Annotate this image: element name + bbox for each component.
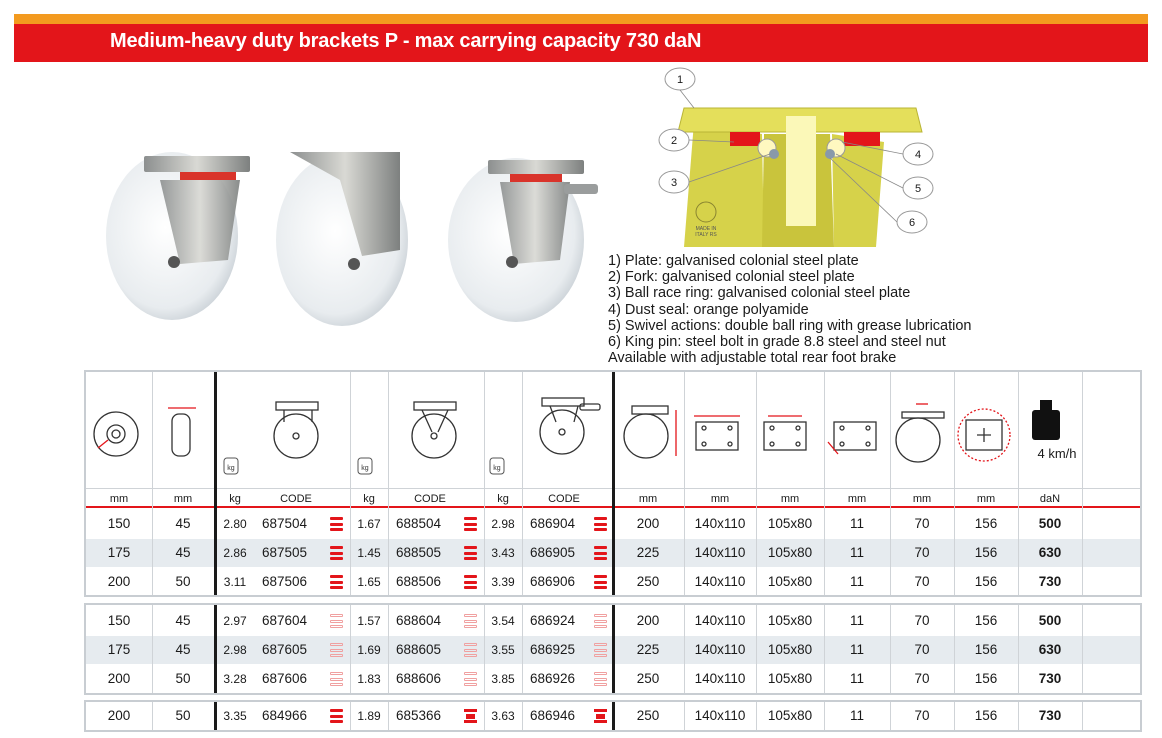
table-cell: 225 (636, 642, 660, 657)
steel-marker-icon (464, 546, 477, 560)
diagram-label-6: 6 (908, 217, 916, 229)
table-cell: 70 (914, 613, 930, 628)
feature-brake-note: Available with adjustable total rear foot brake (608, 350, 897, 367)
column-divider (1082, 372, 1083, 595)
unit-label: mm (109, 493, 129, 505)
column-divider (684, 605, 685, 693)
unit-label: kg (229, 493, 241, 505)
unit-label: mm (780, 493, 800, 505)
table-cell: 687605 (262, 642, 308, 657)
feature-1: 1) Plate: galvanised colonial steel plate (608, 253, 859, 269)
column-divider (388, 372, 389, 595)
unit-label: daN (1039, 493, 1061, 505)
table-cell: 50 (175, 671, 191, 686)
column-divider (1018, 372, 1019, 595)
steel-marker-icon (594, 517, 607, 531)
spec-table-main (84, 370, 1142, 597)
feature-4: 4) Dust seal: orange polyamide (608, 301, 809, 318)
table-cell: 686904 (530, 516, 576, 531)
table-cell: 1.65 (357, 575, 381, 589)
table-cell: 1.83 (357, 672, 381, 686)
column-divider (684, 702, 685, 730)
table-cell: 630 (1038, 545, 1062, 560)
steel-marker-icon (594, 546, 607, 560)
unit-label: mm (976, 493, 996, 505)
table-cell: 688606 (396, 671, 442, 686)
table-cell: 105x80 (767, 545, 813, 560)
column-divider (612, 605, 615, 693)
unit-label: mm (710, 493, 730, 505)
column-divider (824, 372, 825, 595)
table-cell: 156 (974, 642, 998, 657)
table-cell: 500 (1038, 613, 1062, 628)
table-cell: 11 (849, 574, 864, 589)
table-cell: 200 (636, 613, 660, 628)
column-divider (484, 372, 485, 595)
table-cell: 105x80 (767, 708, 813, 723)
column-divider (954, 605, 955, 693)
table-cell: 140x110 (694, 708, 746, 723)
column-divider (1018, 702, 1019, 730)
table-cell: 684966 (262, 708, 308, 723)
table-cell: 70 (914, 671, 930, 686)
steel-marker-icon (464, 575, 477, 589)
steel-marker-icon (330, 546, 343, 560)
table-cell: 45 (175, 545, 191, 560)
column-divider (756, 702, 757, 730)
table-cell: 3.28 (223, 672, 247, 686)
table-cell: 156 (974, 613, 998, 628)
table-cell: 2.86 (223, 546, 247, 560)
table-cell: 3.35 (223, 709, 247, 723)
table-cell: 70 (914, 642, 930, 657)
column-divider (350, 372, 351, 595)
table-cell: 686924 (530, 613, 576, 628)
table-cell: 175 (107, 545, 131, 560)
table-cell: 200 (636, 516, 660, 531)
table-cell: 45 (175, 613, 191, 628)
table-cell: 686925 (530, 642, 576, 657)
diagram-stamp-line-2: ITALY RS (695, 232, 717, 238)
table-cell: 140x110 (694, 574, 746, 589)
table-cell: 156 (974, 574, 998, 589)
unit-label: mm (847, 493, 867, 505)
column-divider (522, 372, 523, 595)
column-divider (824, 605, 825, 693)
table-cell: 2.97 (223, 614, 247, 628)
table-cell: 70 (914, 708, 930, 723)
column-divider (350, 605, 351, 693)
table-cell: 150 (107, 613, 131, 628)
table-cell: 687606 (262, 671, 308, 686)
diagram-label-5: 5 (914, 183, 922, 195)
unit-label: mm (912, 493, 932, 505)
table-cell: 688604 (396, 613, 442, 628)
table-cell: 105x80 (767, 574, 813, 589)
spec-table-brake (84, 700, 1142, 732)
weight-icon-label-swivel: kg (227, 465, 235, 472)
table-cell: 105x80 (767, 642, 813, 657)
unit-label: CODE (548, 493, 580, 505)
column-divider (954, 372, 955, 595)
table-cell: 686905 (530, 545, 576, 560)
table-cell: 200 (107, 708, 131, 723)
column-divider (756, 372, 757, 595)
table-cell: 156 (974, 516, 998, 531)
weight-icon-label-fixed: kg (361, 465, 369, 472)
table-cell: 500 (1038, 516, 1062, 531)
table-cell: 140x110 (694, 671, 746, 686)
column-divider (954, 702, 955, 730)
steel-marker-icon (330, 575, 343, 589)
feature-5: 5) Swivel actions: double ball ring with grease lubrication (608, 317, 972, 334)
page-title: Medium-heavy duty brackets P - max carrying capacity 730 daN (110, 30, 702, 52)
table-cell: 686926 (530, 671, 576, 686)
diagram-label-1: 1 (676, 74, 684, 86)
table-cell: 11 (849, 516, 864, 531)
table-cell: 140x110 (694, 613, 746, 628)
diagram-stamp-line-1: MADE IN (695, 226, 717, 232)
component-diagram (654, 62, 944, 250)
column-divider (522, 605, 523, 693)
table-cell: 1.57 (357, 614, 381, 628)
feature-3: 3) Ball race ring: galvanised colonial steel plate (608, 285, 911, 302)
table-cell: 687506 (262, 574, 308, 589)
column-divider (684, 372, 685, 595)
table-cell: 250 (636, 574, 660, 589)
table-cell: 140x110 (694, 642, 746, 657)
polyamide-marker-icon (594, 672, 607, 686)
table-cell: 730 (1038, 574, 1062, 589)
column-divider (1082, 702, 1083, 730)
polyamide-marker-icon (464, 643, 477, 657)
polyamide-marker-icon (464, 614, 477, 628)
table-cell: 50 (175, 708, 191, 723)
table-cell: 11 (849, 671, 864, 686)
column-divider (890, 605, 891, 693)
column-divider (756, 605, 757, 693)
title-bar (14, 24, 1148, 62)
table-cell: 105x80 (767, 671, 813, 686)
table-cell: 3.43 (491, 546, 515, 560)
table-cell: 70 (914, 545, 930, 560)
table-cell: 105x80 (767, 516, 813, 531)
table-cell: 1.45 (357, 546, 381, 560)
column-divider (214, 605, 217, 693)
table-cell: 687504 (262, 516, 308, 531)
unit-label: CODE (280, 493, 312, 505)
polyamide-marker-icon (330, 614, 343, 628)
table-cell: 1.69 (357, 643, 381, 657)
steel-marker-icon (330, 517, 343, 531)
diagram-label-4: 4 (914, 149, 922, 161)
steel-marker-icon (330, 709, 343, 723)
unit-label: kg (363, 493, 375, 505)
column-divider (152, 372, 153, 595)
table-cell: 70 (914, 516, 930, 531)
unit-label: CODE (414, 493, 446, 505)
product-images (100, 140, 600, 340)
feature-2: 2) Fork: galvanised colonial steel plate (608, 269, 855, 286)
column-divider (388, 702, 389, 730)
table-cell: 175 (107, 642, 131, 657)
column-divider (484, 605, 485, 693)
table-cell: 2.98 (491, 517, 515, 531)
table-cell: 687505 (262, 545, 308, 560)
unit-label: kg (497, 493, 509, 505)
table-cell: 630 (1038, 642, 1062, 657)
speed-label: 4 km/h (1037, 446, 1077, 461)
table-cell: 11 (849, 708, 864, 723)
steel-marker-icon (464, 517, 477, 531)
table-cell: 688605 (396, 642, 442, 657)
table-cell: 250 (636, 708, 660, 723)
diagram-label-3: 3 (670, 177, 678, 189)
table-cell: 3.39 (491, 575, 515, 589)
table-cell: 225 (636, 545, 660, 560)
table-cell: 2.98 (223, 643, 247, 657)
swivel-castor-with-brake-image (448, 158, 598, 322)
polyamide-marker-icon (594, 643, 607, 657)
polyamide-marker-icon (330, 672, 343, 686)
table-cell: 730 (1038, 671, 1062, 686)
table-cell: 11 (849, 545, 864, 560)
column-divider (484, 702, 485, 730)
table-cell: 686946 (530, 708, 576, 723)
column-divider (612, 372, 615, 595)
table-cell: 11 (849, 642, 864, 657)
table-cell: 1.89 (357, 709, 381, 723)
table-cell: 250 (636, 671, 660, 686)
table-cell: 685366 (396, 708, 442, 723)
table-cell: 688504 (396, 516, 442, 531)
steel-marker-icon (464, 709, 477, 723)
table-cell: 688505 (396, 545, 442, 560)
feature-6: 6) King pin: steel bolt in grade 8.8 steel and steel nut (608, 334, 946, 351)
column-divider (890, 372, 891, 595)
table-cell: 3.85 (491, 672, 515, 686)
table-cell: 3.55 (491, 643, 515, 657)
table-cell: 140x110 (694, 545, 746, 560)
column-divider (824, 702, 825, 730)
polyamide-marker-icon (330, 643, 343, 657)
column-divider (214, 372, 217, 595)
polyamide-marker-icon (594, 614, 607, 628)
table-cell: 140x110 (694, 516, 746, 531)
table-cell: 150 (107, 516, 131, 531)
table-cell: 156 (974, 545, 998, 560)
table-cell: 3.54 (491, 614, 515, 628)
steel-marker-icon (594, 709, 607, 723)
column-divider (890, 702, 891, 730)
column-divider (214, 702, 217, 730)
table-cell: 70 (914, 574, 930, 589)
column-divider (152, 702, 153, 730)
top-accent-bar (14, 14, 1148, 24)
column-divider (350, 702, 351, 730)
column-divider (388, 605, 389, 693)
column-divider (522, 702, 523, 730)
table-cell: 11 (849, 613, 864, 628)
table-cell: 688506 (396, 574, 442, 589)
table-cell: 686906 (530, 574, 576, 589)
polyamide-marker-icon (464, 672, 477, 686)
steel-marker-icon (594, 575, 607, 589)
table-cell: 3.63 (491, 709, 515, 723)
table-cell: 45 (175, 642, 191, 657)
table-cell: 2.80 (223, 517, 247, 531)
table-cell: 156 (974, 708, 998, 723)
column-divider (152, 605, 153, 693)
table-cell: 50 (175, 574, 191, 589)
column-divider (1018, 605, 1019, 693)
table-cell: 730 (1038, 708, 1062, 723)
swivel-castor-image (106, 152, 250, 320)
table-cell: 3.11 (223, 575, 247, 589)
feature-list (608, 253, 1048, 366)
table-cell: 687604 (262, 613, 308, 628)
unit-label: mm (638, 493, 658, 505)
table-cell: 45 (175, 516, 191, 531)
table-cell: 1.67 (357, 517, 381, 531)
table-cell: 200 (107, 574, 131, 589)
weight-icon-label-brake: kg (493, 465, 501, 472)
fixed-castor-image (276, 152, 408, 326)
table-cell: 156 (974, 671, 998, 686)
spec-table-second (84, 603, 1142, 695)
table-cell: 105x80 (767, 613, 813, 628)
column-divider (1082, 605, 1083, 693)
diagram-label-2: 2 (670, 135, 678, 147)
column-divider (612, 702, 615, 730)
table-cell: 200 (107, 671, 131, 686)
unit-label: mm (173, 493, 193, 505)
